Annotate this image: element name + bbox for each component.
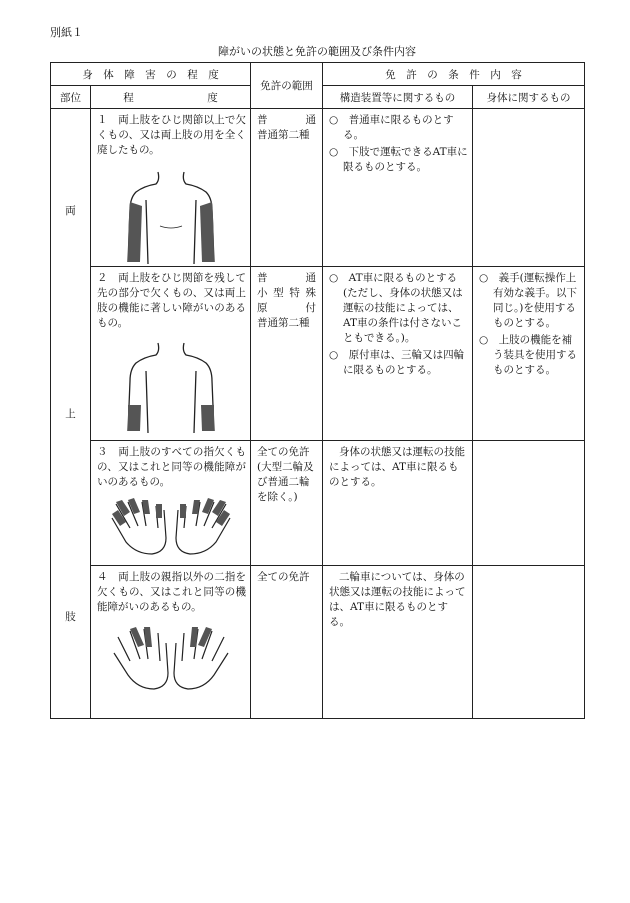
license-item: 普通第二種 bbox=[257, 129, 310, 141]
equipment-cell-1 bbox=[323, 109, 473, 267]
body-part-cell bbox=[51, 109, 91, 719]
condition-item: ○ 下肢で運転できるAT車に限るものとする。 bbox=[329, 146, 468, 173]
conditions-table bbox=[50, 62, 585, 719]
attachment-label: 別紙１ bbox=[50, 26, 83, 39]
license-item: 原 付 bbox=[257, 302, 316, 315]
license-cell-1 bbox=[251, 109, 323, 267]
body-part-char: 上 bbox=[65, 408, 76, 420]
header-license-range: 免許の範囲 bbox=[251, 63, 323, 109]
degree-cell-4 bbox=[91, 565, 251, 718]
body-cell-1 bbox=[473, 109, 585, 267]
header-part: 部位 bbox=[51, 86, 91, 109]
condition-text: 二輪車については、身体の状態又は運転の技能によっては、AT車に限るものとする。 bbox=[329, 570, 466, 628]
degree-cell-3 bbox=[91, 440, 251, 565]
degree-text: ３ 両上肢のすべての指欠くもの、又はこれと同等の機能障がいのあるもの。 bbox=[97, 445, 246, 488]
torso-upper-arms-shaded-icon bbox=[116, 166, 226, 266]
equipment-cell-2 bbox=[323, 267, 473, 440]
body-part-char: 肢 bbox=[65, 611, 76, 623]
degree-text: ４ 両上肢の親指以外の二指を欠くもの、又はこれと同等の機能障がいのあるもの。 bbox=[97, 570, 246, 613]
condition-item: ○ 上肢の機能を補う装具を使用するものとする。 bbox=[479, 334, 577, 377]
license-item: 小 型 特 殊 bbox=[257, 287, 316, 300]
body-cell-2 bbox=[473, 267, 585, 440]
equipment-cell-3 bbox=[323, 440, 473, 565]
body-cell-4 bbox=[473, 565, 585, 718]
condition-text: 身体の状態又は運転の技能によっては、AT車に限るものとする。 bbox=[329, 445, 465, 488]
license-item: 全ての免許 bbox=[257, 445, 310, 458]
license-item: 普通第二種 bbox=[257, 317, 310, 330]
license-item: 全ての免許 bbox=[257, 570, 310, 583]
header-degree: 程 度 bbox=[91, 86, 251, 109]
degree-text: １ 両上肢をひじ関節以上で欠くもの、又は両上肢の用を全く廃したもの。 bbox=[97, 114, 246, 156]
degree-cell-1 bbox=[91, 109, 251, 267]
license-item: 普 通 bbox=[257, 272, 316, 285]
hands-two-fingers-shaded-icon bbox=[106, 623, 236, 693]
header-equipment: 構造装置等に関するもの bbox=[323, 86, 473, 109]
degree-text: ２ 両上肢をひじ関節を残して先の部分で欠くもの、又は両上肢の機能に著しい障がいのあるもの。 bbox=[97, 272, 246, 330]
header-disability-degree: 身 体 障 害 の 程 度 bbox=[51, 63, 251, 86]
condition-item: ○ 原付車は、三輪又は四輪に限るものとする。 bbox=[329, 349, 465, 377]
equipment-cell-4 bbox=[323, 565, 473, 718]
license-item: 普 通 bbox=[257, 114, 316, 126]
license-cell-4 bbox=[251, 565, 323, 718]
body-cell-3 bbox=[473, 440, 585, 565]
header-body: 身体に関するもの bbox=[473, 86, 585, 109]
condition-item: ○ 普通車に限るものとする。 bbox=[329, 114, 454, 141]
license-cell-3 bbox=[251, 440, 323, 565]
torso-forearms-shaded-icon bbox=[116, 339, 226, 435]
license-cell-2 bbox=[251, 267, 323, 440]
header-conditions: 免 許 の 条 件 内 容 bbox=[323, 63, 585, 86]
hands-all-fingers-shaded-icon bbox=[106, 498, 236, 558]
page-title: 障がいの状態と免許の範囲及び条件内容 bbox=[218, 45, 416, 58]
degree-cell-2 bbox=[91, 267, 251, 440]
condition-item: ○ 義手(運転操作上有効な義手。以下同じ。)を使用するものとする。 bbox=[479, 272, 577, 330]
body-part-char: 両 bbox=[65, 205, 76, 217]
condition-item: ○ AT車に限るものとする(ただし、身体の状態又は運転の技能によっては、AT車の条件は付さないこともできる。)。 bbox=[329, 272, 463, 345]
license-item: (大型二輪及び普通二輪を除く。) bbox=[257, 460, 314, 503]
